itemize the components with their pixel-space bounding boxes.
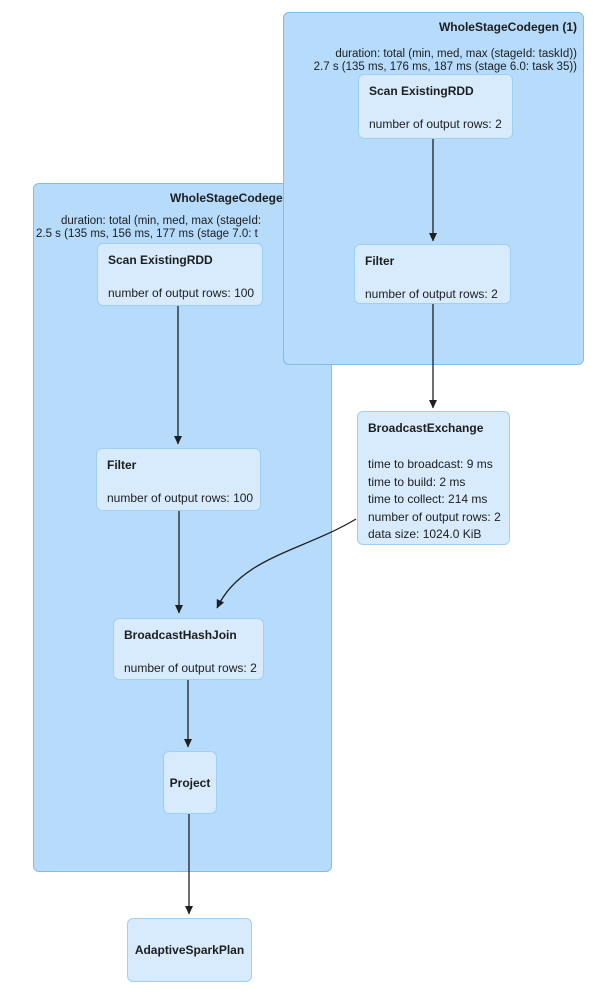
node-filter-right[interactable] bbox=[354, 244, 511, 304]
node-metric: number of output rows: 2 bbox=[124, 661, 257, 675]
node-metric: number of output rows: 2 bbox=[368, 509, 501, 524]
cluster-title: WholeStageCodegen (1) bbox=[438, 20, 577, 34]
cluster-wholestagecodegen-1 bbox=[283, 12, 584, 365]
cluster-title: WholeStageCodege bbox=[170, 191, 283, 205]
cluster-duration-value: 2.5 s (135 ms, 156 ms, 177 ms (stage 7.0: t bbox=[36, 228, 258, 240]
cluster-duration-value: 2.7 s (135 ms, 176 ms, 187 ms (stage 6.0: task 35)) bbox=[313, 61, 577, 73]
cluster-duration-label: duration: total (min, med, max (stageId: bbox=[61, 215, 262, 227]
node-scan-existingrdd-right[interactable] bbox=[358, 74, 513, 139]
cluster-duration-label: duration: total (min, med, max (stageId: taskId)) bbox=[335, 48, 577, 60]
node-metric: time to collect: 214 ms bbox=[368, 492, 488, 506]
node-title: Project bbox=[169, 775, 211, 790]
node-title: BroadcastExchange bbox=[368, 421, 484, 435]
node-title: Filter bbox=[365, 254, 395, 268]
node-metric: number of output rows: 100 bbox=[108, 286, 255, 300]
node-filter-left[interactable] bbox=[96, 448, 261, 511]
node-metric: data size: 1024.0 KiB bbox=[368, 527, 482, 541]
node-metric: number of output rows: 2 bbox=[365, 287, 498, 301]
node-scan-existingrdd-left[interactable] bbox=[97, 243, 263, 306]
node-title: Scan ExistingRDD bbox=[369, 84, 474, 98]
node-metric: time to build: 2 ms bbox=[368, 474, 466, 489]
node-title: Filter bbox=[107, 458, 137, 472]
node-metric: time to broadcast: 9 ms bbox=[368, 457, 493, 471]
node-metric: number of output rows: 2 bbox=[369, 117, 502, 131]
node-title: Scan ExistingRDD bbox=[108, 253, 213, 267]
node-title: AdaptiveSparkPlan bbox=[134, 943, 245, 957]
node-project[interactable] bbox=[163, 751, 217, 814]
node-title: BroadcastHashJoin bbox=[124, 628, 237, 642]
node-broadcastexchange[interactable] bbox=[357, 411, 510, 545]
node-adaptivesparkplan[interactable] bbox=[127, 918, 252, 982]
node-metric: number of output rows: 100 bbox=[107, 491, 254, 505]
node-broadcasthashjoin[interactable] bbox=[113, 618, 264, 680]
